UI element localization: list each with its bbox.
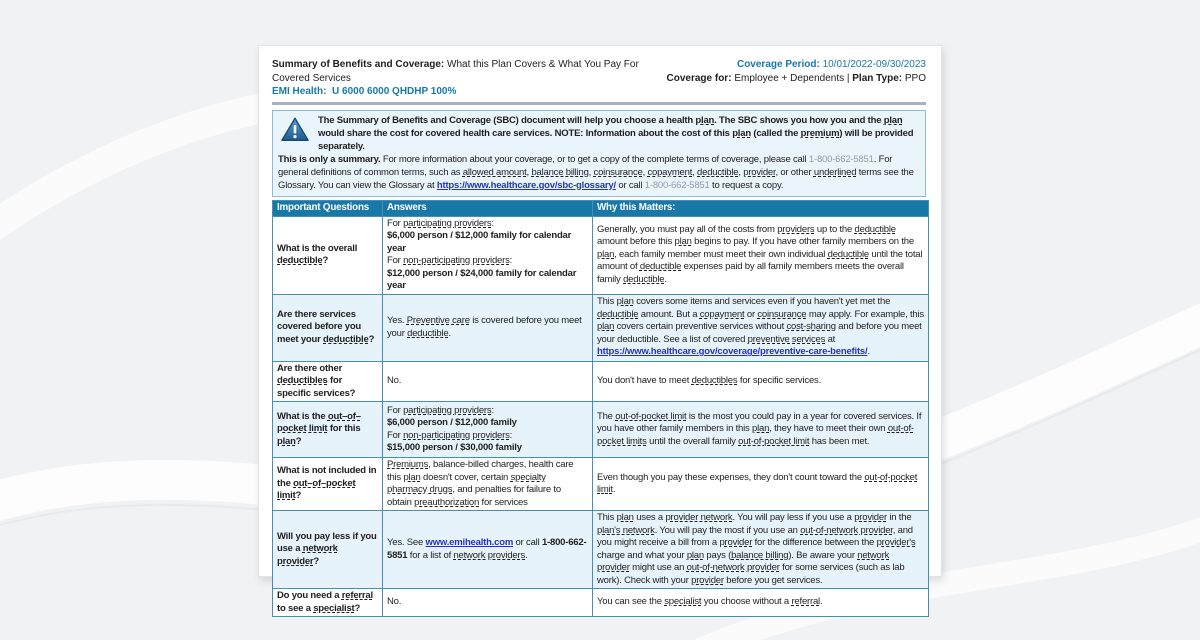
text-segment: , — [738, 166, 744, 178]
table-body — [273, 216, 929, 617]
why-cell — [593, 511, 929, 589]
text-segment: This is only a summary. — [278, 153, 381, 165]
text-segment: deductible — [323, 333, 369, 345]
text-segment: preventive services — [747, 333, 826, 345]
text-segment: premium — [800, 127, 840, 139]
text-segment: You don't have to meet — [597, 375, 692, 386]
cell-paragraph — [597, 346, 924, 359]
text-segment: Generally, you must pay all of the costs from — [597, 223, 778, 235]
intro-paragraph-2 — [278, 153, 919, 192]
link[interactable]: https://www.healthcare.gov/coverage/preventive-care-benefits/ — [597, 346, 868, 358]
text-segment: . — [612, 484, 616, 495]
text-segment: participating providers — [403, 217, 492, 229]
text-segment: plan — [686, 549, 704, 561]
text-segment: doesn't cover, certain — [420, 471, 511, 483]
text-segment: out–of–pocket limit — [277, 477, 356, 502]
text-segment: Are there services covered before you meet your — [277, 308, 362, 345]
text-segment: deductible — [697, 166, 739, 178]
table-row — [273, 511, 929, 589]
text-segment: Even though you pay these expenses, they don't count toward the — [597, 471, 865, 483]
answer-cell — [383, 294, 593, 361]
table-row — [273, 402, 929, 458]
text-segment: . — [525, 549, 528, 561]
cell-paragraph — [277, 465, 378, 503]
why-cell — [593, 216, 929, 294]
cell-paragraph — [387, 537, 588, 562]
text-segment: What is the overall — [277, 242, 358, 254]
document-title — [272, 58, 667, 85]
text-segment: providers — [777, 223, 815, 235]
text-segment: participating providers — [403, 404, 492, 416]
column-header: Important Questions — [273, 200, 383, 216]
text-segment: pays ( — [703, 549, 732, 561]
answer-cell — [383, 458, 593, 511]
text-segment: . For general definitions of common terms, such as — [278, 153, 893, 178]
text-segment: uses a — [633, 512, 666, 523]
text-segment: , each family member must meet their own individual — [614, 248, 828, 260]
text-segment: Do you need a — [277, 590, 342, 601]
text-segment: plan — [695, 114, 715, 126]
why-cell — [593, 294, 929, 361]
text-segment: . — [448, 327, 451, 339]
text-segment: network providers — [453, 549, 526, 561]
text-segment: amount before this — [597, 236, 675, 248]
text-segment: , — [692, 166, 698, 178]
text-segment: provider — [743, 166, 776, 178]
text-segment: Coverage for: — [666, 72, 735, 84]
text-segment: would share the cost for covered health care services. NOTE: Information about the cost of this — [318, 127, 733, 139]
text-segment: Plan Type: — [852, 72, 905, 84]
text-segment: provider — [691, 574, 724, 586]
text-segment: What this Plan Covers & What You Pay For Covered Services — [272, 59, 639, 84]
cell-paragraph — [597, 596, 924, 609]
text-segment: plan — [883, 114, 903, 126]
answer-cell — [383, 361, 593, 402]
text-segment: preauthorization — [414, 496, 480, 508]
answer-cell — [383, 589, 593, 617]
cell-paragraph — [387, 255, 588, 268]
plan-name — [272, 85, 667, 99]
text-segment: deductible — [827, 248, 869, 260]
text-segment: deductibles — [691, 375, 738, 386]
text-segment: covers some items and services even if you haven't yet met the — [633, 296, 891, 308]
question-cell — [273, 294, 383, 361]
text-segment: plan's network — [597, 524, 655, 536]
answer-cell — [383, 402, 593, 458]
text-segment: , or other — [775, 166, 814, 178]
cell-paragraph — [387, 230, 588, 255]
text-segment: For — [387, 217, 404, 229]
text-segment: in the — [886, 512, 912, 523]
text-segment: deductible — [277, 255, 323, 266]
text-segment: The Summary of Benefits and Coverage (SBC) document will help you choose a health — [318, 114, 696, 126]
table-row — [273, 589, 929, 617]
text-segment: ? — [354, 602, 361, 614]
text-segment: You can see the — [597, 596, 665, 608]
link[interactable]: https://www.healthcare.gov/sbc-glossary/ — [436, 179, 616, 191]
cell-paragraph — [387, 218, 588, 231]
text-segment: ? — [313, 555, 320, 567]
text-segment: . The SBC shows you how you and the — [714, 114, 884, 126]
text-segment: until the overall family — [646, 435, 739, 447]
cell-paragraph — [597, 411, 924, 449]
why-cell — [593, 361, 929, 402]
text-segment: cost-sharing — [786, 321, 836, 333]
text-segment: network provider — [277, 543, 338, 567]
text-segment: Are there other — [277, 362, 343, 374]
text-segment: $6,000 person / $12,000 family for calendar year — [387, 230, 572, 254]
text-segment: ? — [295, 490, 302, 502]
cell-paragraph — [387, 375, 588, 388]
text-segment: ? — [295, 435, 302, 447]
text-segment: begins to pay. If you have other family members on the — [691, 236, 914, 248]
text-segment: is covered before you meet your — [387, 315, 582, 339]
text-segment: ? — [368, 333, 375, 345]
text-segment: Yes. — [387, 315, 407, 326]
text-segment: , — [642, 166, 648, 178]
text-segment: for specific services. — [737, 375, 822, 386]
text-segment: is the most you could pay in a year for covered services. If you have other family members in this — [597, 410, 922, 435]
table-row — [273, 458, 929, 511]
cell-paragraph — [597, 375, 924, 388]
text-segment: terms see the Glossary. You can view the Glossary at — [278, 166, 914, 191]
question-cell — [273, 458, 383, 511]
text-segment: to request a copy. — [709, 179, 784, 191]
cell-paragraph — [597, 296, 924, 346]
text-segment: network provider — [597, 549, 890, 573]
table-row — [273, 294, 929, 361]
answer-cell — [383, 216, 593, 294]
text-segment: amount. But a — [638, 308, 700, 320]
text-segment: (called the — [750, 127, 801, 139]
question-cell — [273, 361, 383, 402]
text-segment: provider's — [876, 537, 916, 548]
text-segment: , — [588, 166, 594, 178]
text-segment: ? — [322, 255, 329, 266]
text-segment: plan — [597, 321, 615, 333]
coverage-period — [667, 58, 926, 72]
text-segment: you choose without a — [701, 596, 792, 608]
cell-paragraph — [387, 596, 588, 609]
warning-triangle-icon — [280, 116, 310, 143]
text-segment: out-of-pocket limit — [597, 471, 918, 495]
column-header: Answers — [383, 200, 593, 216]
text-segment: and before you meet your deductible. See a list of covered — [597, 321, 922, 345]
text-segment: has been met. — [809, 435, 870, 447]
text-segment: No. — [387, 596, 402, 608]
text-segment: Preventive care — [406, 315, 470, 326]
cell-paragraph — [277, 309, 378, 347]
text-segment: covers certain preventive services without — [614, 321, 787, 333]
text-segment: : — [509, 255, 513, 266]
text-segment: plan — [616, 296, 634, 308]
answer-cell — [383, 511, 593, 589]
intro-paragraph-1 — [278, 114, 919, 153]
text-segment: for this — [327, 423, 361, 435]
document-header — [272, 58, 926, 99]
text-segment: , and penalties for failure to obtain — [387, 484, 561, 508]
text-segment: No. — [387, 375, 402, 386]
cell-paragraph — [387, 315, 588, 340]
text-segment: PPO — [904, 72, 926, 84]
text-segment: , they have to meet their own — [769, 423, 888, 435]
text-segment: $15,000 person / $30,000 family — [387, 442, 522, 453]
cell-paragraph — [597, 512, 924, 587]
text-segment: This — [597, 296, 617, 308]
text-segment: copayment — [699, 308, 745, 320]
question-cell — [273, 511, 383, 589]
question-cell — [273, 402, 383, 458]
text-segment: charge and what your — [597, 549, 687, 561]
table-header-row — [273, 200, 929, 216]
coverage-for-plan-type — [667, 72, 926, 86]
text-segment: $12,000 person / $24,000 family for calendar year — [387, 267, 577, 291]
text-segment: . — [819, 596, 823, 608]
text-segment: deductible — [854, 223, 896, 235]
text-segment: out-of-network provider — [686, 562, 780, 573]
text-segment: balance billing — [531, 166, 589, 178]
text-segment: non-participating providers — [403, 255, 510, 266]
text-segment: expenses paid by all family members meets the overall family — [597, 261, 904, 285]
text-segment: deductibles — [277, 375, 328, 386]
text-segment: deductible — [407, 327, 449, 339]
text-segment: underlined — [813, 166, 857, 178]
header-left — [272, 58, 667, 99]
text-segment: before you get services. — [723, 574, 823, 586]
text-segment: non-participating providers — [403, 429, 510, 441]
text-segment: allowed amount — [462, 166, 527, 178]
text-segment: or — [744, 308, 758, 320]
text-segment: For — [387, 429, 404, 441]
text-segment: 1-800-662-5851 — [387, 537, 587, 561]
cell-paragraph — [387, 405, 588, 418]
text-segment: ). Be aware your — [788, 549, 858, 561]
text-segment: EMI Health: U 6000 6000 QHDHP 100% — [272, 86, 457, 97]
text-segment: , and you might receive a bill from a — [597, 524, 913, 548]
link[interactable]: www.emihealth.com — [425, 537, 514, 548]
text-segment: provider — [854, 512, 887, 523]
text-segment: specialist — [313, 602, 355, 614]
text-segment: for services — [479, 496, 528, 508]
text-segment: Will you pay less if you use a — [277, 530, 377, 555]
text-segment: might use an — [629, 562, 687, 573]
text-segment: plan — [277, 435, 296, 447]
text-segment: 10/01/2022-09/30/2023 — [822, 59, 926, 70]
text-segment: to see a — [277, 602, 314, 614]
text-segment: referral — [341, 590, 373, 601]
text-segment: plan — [597, 248, 615, 260]
text-segment: plan — [616, 512, 634, 523]
text-segment: for some services (such as lab work). Check with your — [597, 562, 905, 586]
text-segment: 1-800-662-5851 — [644, 179, 710, 191]
text-segment: out-of-pocket limit — [615, 410, 687, 422]
cell-paragraph — [277, 590, 378, 615]
why-cell — [593, 589, 929, 617]
text-segment: Yes. See — [387, 537, 426, 548]
text-segment: For — [387, 255, 404, 266]
text-segment: out-of-pocket limits — [597, 423, 914, 447]
header-right — [667, 58, 926, 99]
text-segment: The — [597, 410, 616, 422]
text-segment: , balance-billed charges, health care this — [387, 459, 574, 483]
text-segment: plan — [674, 236, 692, 248]
text-segment: specialty pharmacy drugs — [387, 471, 546, 495]
header-divider — [272, 102, 926, 105]
cell-paragraph — [277, 363, 378, 401]
text-segment: : — [509, 429, 513, 441]
text-segment: coinsurance — [593, 166, 643, 178]
question-cell — [273, 589, 383, 617]
text-segment: : — [491, 404, 494, 416]
sbc-document-page — [258, 45, 942, 614]
text-segment: specialist — [664, 596, 702, 608]
text-segment: balance billing — [731, 549, 789, 561]
text-segment: referral — [791, 596, 820, 608]
text-segment: deductible — [623, 273, 665, 285]
text-segment: at — [825, 333, 836, 345]
text-segment: For — [387, 404, 404, 416]
cell-paragraph — [597, 224, 924, 287]
text-segment: . — [867, 346, 870, 358]
text-segment: for the difference between the — [752, 537, 877, 548]
text-segment: . — [664, 273, 667, 285]
text-segment: What is the — [277, 410, 328, 422]
text-segment: or call — [615, 179, 645, 191]
text-segment: out-of-network provider — [800, 524, 893, 536]
question-cell — [273, 216, 383, 294]
text-segment: | — [844, 72, 853, 84]
benefits-table — [272, 200, 929, 618]
text-segment: For more information about your coverage, or to get a copy of the complete terms of coverage, please call — [380, 153, 809, 165]
text-segment: ) will be provided separately. — [318, 127, 914, 152]
text-segment: may apply. For example, this — [806, 308, 924, 320]
text-segment: Employee + Dependents — [734, 72, 845, 84]
text-segment: provider network — [665, 512, 733, 523]
cell-paragraph — [387, 417, 588, 430]
text-segment: . You will pay less if you use a — [732, 512, 855, 523]
column-header: Why this Matters: — [593, 200, 929, 216]
table-row — [273, 361, 929, 402]
cell-paragraph — [387, 459, 588, 509]
text-segment: What is not included in the — [277, 465, 377, 489]
text-segment: until the total amount of — [597, 248, 923, 273]
text-segment: or call — [513, 537, 542, 548]
why-cell — [593, 458, 929, 511]
cell-paragraph — [387, 442, 588, 455]
text-segment: deductible — [639, 261, 682, 273]
cell-paragraph — [277, 411, 378, 449]
intro-box — [272, 110, 926, 197]
text-segment: plan — [732, 127, 751, 139]
text-segment: for specific services? — [277, 375, 356, 399]
cell-paragraph — [387, 268, 588, 293]
text-segment: $6,000 person / $12,000 family — [387, 417, 517, 428]
text-segment: for a list of — [407, 549, 454, 561]
cell-paragraph — [277, 243, 378, 268]
text-segment: plan — [403, 471, 421, 483]
cell-paragraph — [387, 430, 588, 443]
cell-paragraph — [597, 472, 924, 497]
text-segment: : — [491, 217, 494, 229]
text-segment: , — [526, 166, 532, 178]
text-segment: up to the — [814, 223, 855, 235]
table-row — [273, 216, 929, 294]
text-segment: coinsurance — [757, 308, 807, 320]
text-segment: provider — [719, 537, 753, 548]
cell-paragraph — [277, 531, 378, 569]
text-segment: This — [597, 512, 617, 523]
text-segment: out–of–pocket limit — [277, 410, 361, 435]
text-segment: Coverage Period: — [736, 59, 823, 70]
text-segment: out-of-pocket limit — [738, 435, 810, 447]
text-segment: copayment — [647, 166, 693, 178]
text-segment: Summary of Benefits and Coverage: — [272, 59, 445, 70]
text-segment: plan — [752, 423, 770, 435]
text-segment: deductible — [597, 308, 639, 320]
text-segment: Premiums — [387, 459, 429, 470]
text-segment: . You will pay the most if you use an — [654, 524, 801, 536]
text-segment: 1-800-662-5851 — [808, 153, 874, 165]
why-cell — [593, 402, 929, 458]
